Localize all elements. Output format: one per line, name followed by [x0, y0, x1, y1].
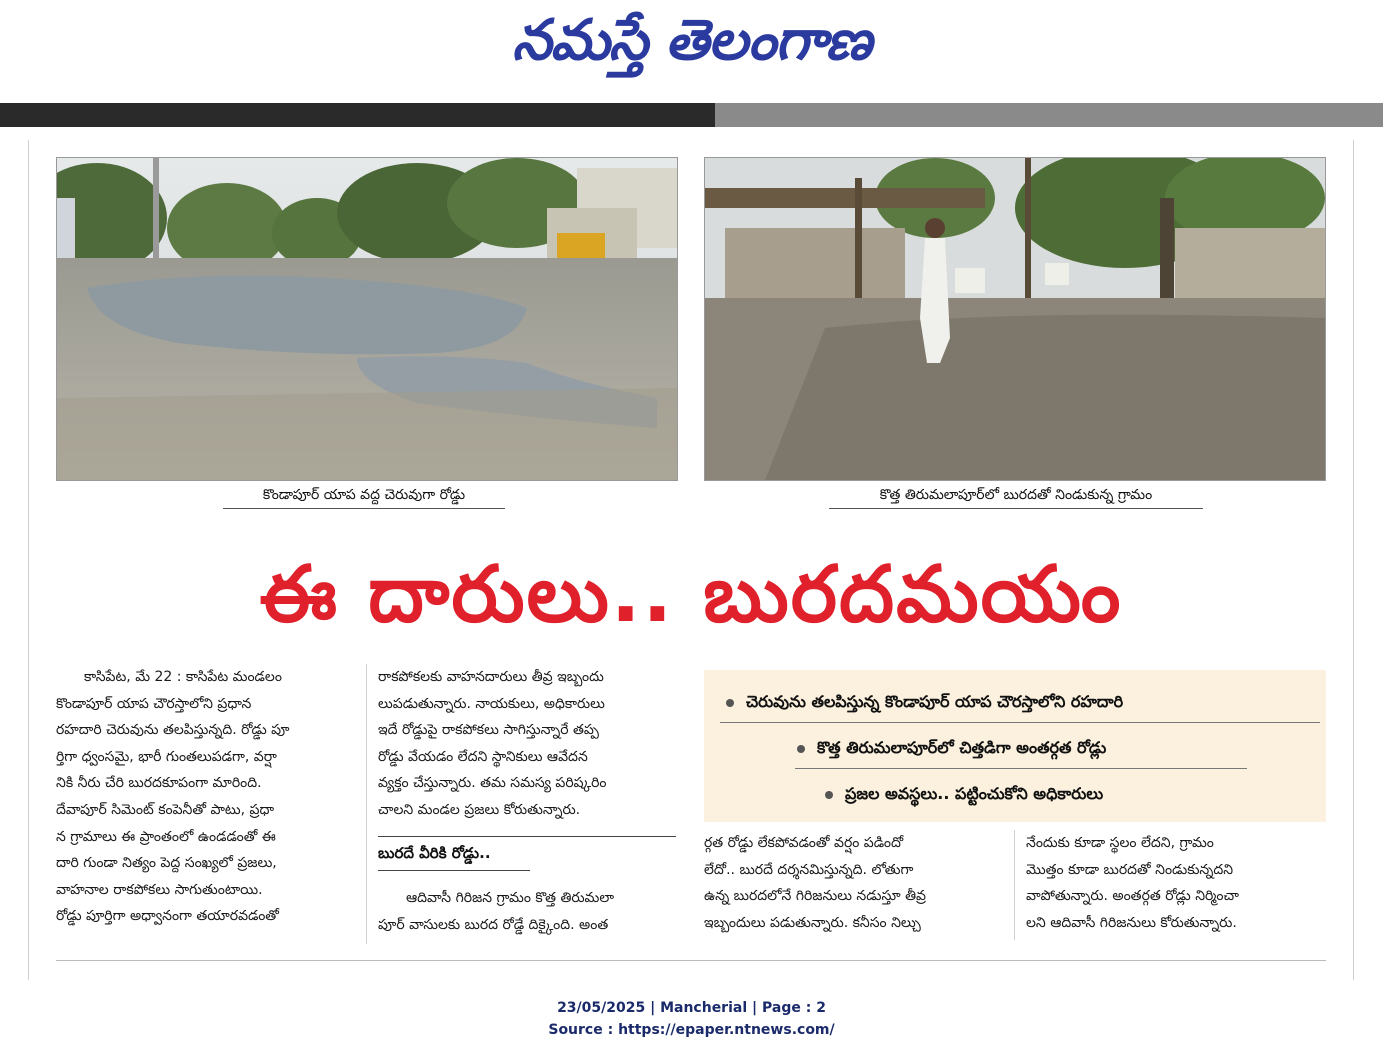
headline: ఈ దారులు.. బురదమయం — [259, 550, 1123, 640]
article-line: ఉన్న బురదలోనే గిరిజనులు నడుస్తూ తీవ్ర — [704, 888, 926, 905]
photo-caption: కొండాపూర్ యాప వద్ద చెరువుగా రోడ్డు — [223, 487, 505, 509]
edition-info: 23/05/2025 | Mancherial | Page : 2 — [557, 1000, 826, 1016]
photo-flooded-road — [56, 157, 678, 481]
masthead-rule-dark — [0, 103, 715, 127]
article-column-2 — [378, 664, 676, 824]
article-line: చాలని మండల ప్రజలు కోరుతున్నారు. — [378, 801, 581, 818]
highlight-text: చెరువును తలపిస్తున్న కొండాపూర్ యాప చౌరస్తాలోని రహదారి — [746, 692, 1124, 711]
article-column-4 — [1026, 830, 1326, 936]
article-line: ర్గత రోడ్డు లేకపోవడంతో వర్షం పడిందో — [704, 835, 904, 851]
highlight-item — [797, 738, 1106, 761]
article-line: వాహనాల రాకపోకలు సాగుతుంటాయి. — [56, 881, 263, 898]
article-column-1 — [56, 664, 356, 930]
article-line: ర్తిగా ధ్వంసమై, భారీ గుంతలుపడగా, వర్షా — [56, 748, 277, 765]
newspaper-title: నమస్తే తెలంగాణ — [512, 8, 871, 73]
highlight-rule — [795, 768, 1247, 769]
article-column-2-continued — [378, 885, 676, 938]
masthead-rule-grey — [715, 103, 1383, 127]
article-line: న గ్రామాలు ఈ ప్రాంతంలో ఉండడంతో ఈ — [56, 828, 276, 845]
masthead — [0, 0, 1383, 100]
column-divider — [366, 664, 367, 944]
highlight-text: ప్రజల అవస్థలు.. పట్టించుకోని అధికారులు — [845, 784, 1104, 803]
article-line: ఇదే రోడ్డుపై రాకపోకలు సాగిస్తున్నారే తప్ప — [378, 722, 599, 739]
highlight-item — [726, 692, 1123, 715]
article-line: రోడ్డు పూర్తిగా అధ్వానంగా తయారవడంతో — [56, 908, 279, 925]
article-line: పూర్ వాసులకు బురద రోడ్డే దిక్కైంది. అంత — [378, 916, 609, 933]
article-column-3 — [704, 830, 1004, 936]
photo-muddy-village — [704, 157, 1326, 481]
subhead: బురదే వీరికి రోడ్డు.. — [378, 844, 491, 862]
article-line: రోడ్డు వేయడం లేదని స్థానికులు ఆవేదన — [378, 748, 588, 765]
bottom-rule — [56, 960, 1326, 961]
article-line: కొండాపూర్ యాప చౌరస్తాలోని ప్రధాన — [56, 695, 252, 712]
article-line: రహదారి చెరువును తలపిస్తున్నది. రోడ్డు పూ — [56, 722, 290, 739]
article-line: ఆదివాసీ గిరిజన గ్రామం కొత్త తిరుమలా — [406, 890, 615, 906]
page-left-border — [28, 140, 29, 980]
article-line: నికి నీరు చేరి బురదకూపంగా మారింది. — [56, 775, 262, 792]
article-line: లుపడుతున్నారు. నాయకులు, అధికారులు — [378, 695, 605, 712]
bullet-icon — [726, 699, 734, 707]
article-line: దేవాపూర్ సిమెంట్ కంపెనీతో పాటు, ప్రధా — [56, 801, 274, 818]
article-line: వ్యక్తం చేస్తున్నారు. తమ సమస్య పరిష్కరిం — [378, 775, 607, 792]
article-line: దారి గుండా నిత్యం పెద్ద సంఖ్యలో ప్రజలు, — [56, 855, 277, 872]
article-line: రాకపోకలకు వాహనదారులు తీవ్ర ఇబ్బందు — [378, 669, 604, 685]
article-line: కాసిపేట, మే 22 : కాసిపేట మండలం — [84, 669, 282, 685]
subhead-rule-top — [378, 836, 676, 837]
article-line: వాపోతున్నారు. అంతర్గత రోడ్లు నిర్మించా — [1026, 888, 1239, 905]
bullet-icon — [797, 745, 805, 753]
column-divider — [1014, 830, 1015, 940]
highlight-rule — [720, 722, 1320, 723]
subhead-underline — [378, 870, 530, 871]
source-link[interactable]: Source : https://epaper.ntnews.com/ — [548, 1022, 835, 1038]
article-line: లని ఆదివాసీ గిరిజనులు కోరుతున్నారు. — [1026, 914, 1237, 931]
page-right-border — [1353, 140, 1354, 980]
bullet-icon — [825, 791, 833, 799]
article-line: లేదో.. బురదే దర్శనమిస్తున్నది. లోతుగా — [704, 861, 914, 878]
highlight-item — [825, 784, 1103, 807]
highlight-text: కొత్త తిరుమలాపూర్‌లో చిత్తడిగా అంతర్గత రోడ్లు — [817, 738, 1107, 757]
photo-caption: కొత్త తిరుమలాపూర్‌లో బురదతో నిండుకున్న గ్రామం — [829, 487, 1203, 509]
article-line: ఇబ్బందులు పడుతున్నారు. కనీసం నిల్చు — [704, 914, 921, 931]
article-line: నేందుకు కూడా స్థలం లేదని, గ్రామం — [1026, 835, 1214, 851]
article-line: మొత్తం కూడా బురదతో నిండుకున్నదని — [1026, 861, 1234, 878]
